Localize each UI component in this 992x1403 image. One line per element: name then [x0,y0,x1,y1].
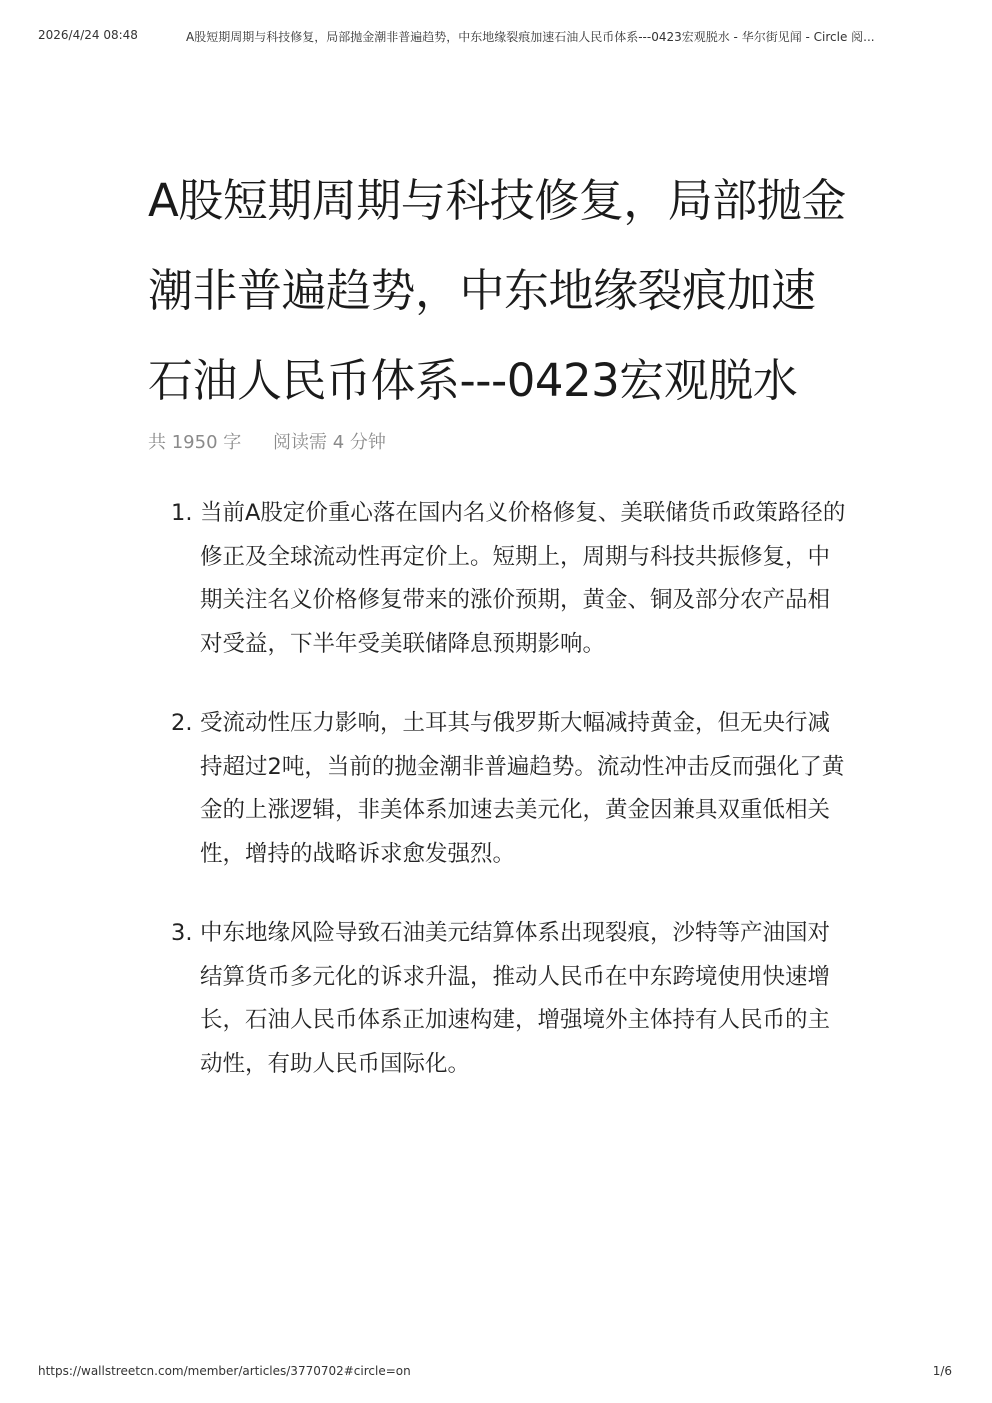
summary-item-2 [148,702,848,876]
article-title: A股短期周期与科技修复，局部抛金潮非普遍趋势，中东地缘裂痕加速石油人民币体系---0423宏观脱水 [148,174,846,407]
item-text: 当前A股定价重心落在国内名义价格修复、美联储货币政策路径的修正及全球流动性再定价上。短期上，周期与科技共振修复，中期关注名义价格修复带来的涨价预期，黄金、铜及部分农产品相对受益，下半年受美联储降息预期影响。 [200,500,846,657]
summary-item-1 [148,492,848,666]
summary-item-3 [148,912,848,1086]
item-number: 3. [171,920,193,946]
print-header-doc-title: A股短期周期与科技修复，局部抛金潮非普遍趋势，中东地缘裂痕加速石油人民币体系---0423宏观脱水 - 华尔街见闻 - Circle 阅... [186,30,875,44]
item-number: 2. [171,710,193,736]
word-count: 共 1950 字 [148,432,242,453]
print-header-datetime: 2026/4/24 08:48 [38,28,138,42]
item-number: 1. [171,500,193,526]
print-footer-url: https://wallstreetcn.com/member/articles/3770702#circle=on [38,1364,411,1378]
item-text: 受流动性压力影响，土耳其与俄罗斯大幅减持黄金，但无央行减持超过2吨，当前的抛金潮非普遍趋势。流动性冲击反而强化了黄金的上涨逻辑，非美体系加速去美元化，黄金因兼具双重低相关性，增持的战略诉求愈发强烈。 [200,710,845,867]
item-text: 中东地缘风险导致石油美元结算体系出现裂痕，沙特等产油国对结算货币多元化的诉求升温，推动人民币在中东跨境使用快速增长，石油人民币体系正加速构建，增强境外主体持有人民币的主动性，有助人民币国际化。 [200,920,831,1077]
article-meta [148,428,848,454]
summary-list [148,492,848,1086]
article-body [148,156,848,1122]
read-time: 阅读需 4 分钟 [273,432,386,453]
print-footer-page-number: 1/6 [932,1364,952,1378]
